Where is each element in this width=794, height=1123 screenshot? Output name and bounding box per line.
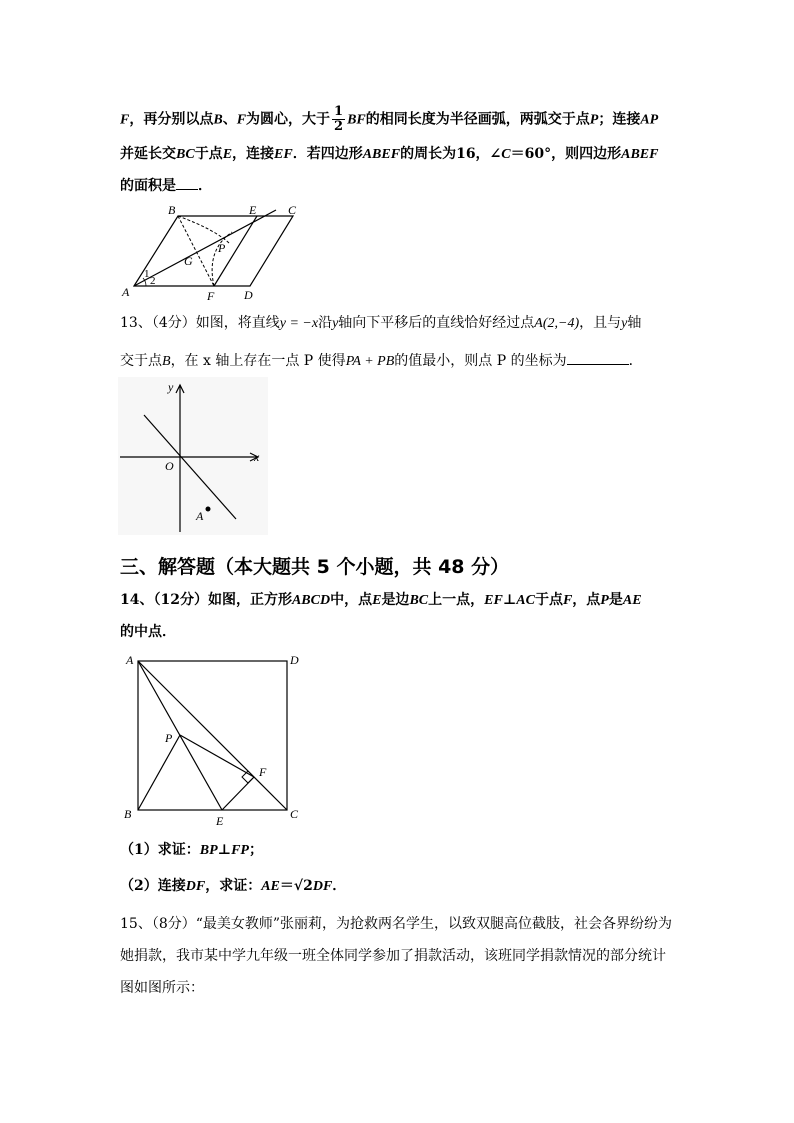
q15-line-2: 她捐款，我市某中学九年级一班全体同学参加了捐款活动，该班同学捐款情况的部分统计 bbox=[120, 948, 666, 964]
q14-text: EF bbox=[484, 593, 503, 608]
q14-text: ，点 bbox=[572, 592, 601, 608]
q12-text: BF bbox=[347, 112, 366, 128]
angle-label-2: 2 bbox=[150, 275, 156, 287]
q12-text: ；连接 bbox=[598, 111, 641, 128]
answer-blank bbox=[567, 350, 629, 365]
point-a bbox=[206, 507, 211, 512]
q12-text: ，连接 bbox=[232, 146, 275, 162]
fig-label-g: G bbox=[184, 254, 193, 268]
q14-text: （2）连接 bbox=[120, 878, 186, 894]
q14-text: AE bbox=[261, 879, 280, 894]
q14-text: FP bbox=[231, 843, 249, 858]
fig-label-a: A bbox=[126, 653, 134, 667]
axis-label-y: y bbox=[168, 380, 174, 394]
fig-label-p: P bbox=[165, 731, 173, 745]
q14-text: DF bbox=[185, 879, 206, 894]
q14-text: ABCD bbox=[291, 593, 331, 608]
fig-label-f: F bbox=[207, 289, 215, 303]
q14-square-figure bbox=[118, 650, 308, 830]
q13-line-2 bbox=[120, 350, 643, 372]
q14-text: ，求证： bbox=[205, 878, 262, 894]
q12-line-3 bbox=[120, 175, 212, 196]
q13-text: 轴 bbox=[627, 315, 642, 331]
parallelogram-abcd bbox=[134, 216, 293, 286]
q13-text: 轴向下平移后的直线恰好经过点 bbox=[338, 315, 535, 331]
q14-line-2: 的中点． bbox=[120, 624, 176, 640]
q15-line-1: 15、（8分）“最美女教师”张丽莉，为抢救两名学生，以致双腿高位截肢，社会各界纷纷为 bbox=[120, 916, 673, 932]
angle-label-1: 1 bbox=[144, 268, 150, 280]
q12-text: ． bbox=[198, 178, 212, 194]
fig-label-e: E bbox=[249, 203, 257, 217]
q13-text: y bbox=[621, 316, 628, 331]
q14-text: 上一点， bbox=[428, 592, 485, 608]
q12-text: B bbox=[213, 112, 223, 128]
q12-text: ．若四边形 bbox=[292, 146, 363, 162]
q12-text: 的相同长度为半径画弧，两弧交于点 bbox=[365, 111, 590, 128]
q14-sub-1 bbox=[120, 840, 263, 861]
fig-label-a: A bbox=[122, 285, 130, 299]
q12-text: BC bbox=[176, 147, 195, 162]
sqrt-2: √2 bbox=[293, 878, 313, 894]
q12-line-1 bbox=[120, 105, 658, 134]
q13-text: 13、（4分）如图，将直线 bbox=[120, 315, 280, 331]
q12-text: ABEF bbox=[621, 147, 659, 162]
q12-text: 、 bbox=[222, 111, 237, 128]
q12-text: ABEF bbox=[362, 147, 401, 162]
fig-label-c: C bbox=[288, 203, 297, 217]
axis-label-x: x bbox=[254, 450, 260, 464]
q12-text: 并延长交 bbox=[120, 146, 176, 162]
q12-parallelogram-figure bbox=[118, 200, 318, 304]
fig-label-d: D bbox=[290, 653, 299, 667]
fig-label-b: B bbox=[168, 203, 176, 217]
fig-label-b: B bbox=[124, 807, 132, 821]
arc-from-b bbox=[178, 216, 230, 244]
q12-text: C bbox=[501, 147, 511, 162]
q12-line-2 bbox=[120, 144, 658, 165]
q13-text: ，在 x 轴上存在一点 P 使得 bbox=[170, 353, 346, 369]
q13-point: A(2,−4) bbox=[534, 316, 580, 331]
figure-background bbox=[118, 377, 268, 535]
origin-label: O bbox=[165, 459, 174, 473]
fraction-denominator: 2 bbox=[334, 119, 344, 134]
q12-text: 的面积是 bbox=[120, 178, 176, 194]
q14-text: BP bbox=[199, 843, 218, 858]
q14-text: ． bbox=[332, 878, 347, 894]
fig-label-c: C bbox=[290, 807, 299, 821]
q14-text: E bbox=[372, 593, 382, 608]
q15-line-3: 图如图所示： bbox=[120, 980, 204, 996]
fig-label-p: P bbox=[218, 241, 226, 255]
q14-text: ⊥ bbox=[217, 842, 232, 858]
segment-bf-dashed bbox=[178, 216, 214, 286]
q13-line-1 bbox=[120, 313, 641, 334]
q14-sub-2 bbox=[120, 876, 346, 897]
q12-text: 于点 bbox=[194, 146, 223, 162]
q12-text: F bbox=[236, 112, 247, 128]
q14-text: AC bbox=[516, 593, 535, 608]
q13-text: B bbox=[162, 354, 171, 369]
q14-text: ； bbox=[248, 842, 263, 858]
q12-text: F bbox=[120, 112, 130, 128]
q14-text: （1）求证： bbox=[120, 842, 200, 858]
q12-text: EF bbox=[274, 147, 293, 162]
q12-text: ，再分别以点 bbox=[129, 111, 214, 128]
q13-text: 的值最小，则点 P 的坐标为 bbox=[394, 353, 567, 369]
segment-bp bbox=[138, 735, 180, 810]
q13-expression: PA + PB bbox=[345, 354, 395, 369]
fig-label-f: F bbox=[259, 765, 267, 779]
q14-text: 是 bbox=[608, 592, 623, 608]
q14-text: BC bbox=[409, 593, 429, 608]
q14-text: P bbox=[600, 593, 609, 608]
q12-text: AP bbox=[640, 112, 659, 128]
fraction-one-half bbox=[332, 105, 345, 134]
q13-text: ． bbox=[628, 353, 643, 369]
answer-blank bbox=[176, 175, 198, 190]
q14-text: 于点 bbox=[534, 592, 563, 608]
q14-text: ＝ bbox=[279, 878, 294, 894]
q14-text: 中，点 bbox=[330, 592, 373, 608]
point-a-label: A bbox=[196, 509, 204, 523]
q14-text: DF bbox=[312, 879, 333, 894]
q13-coordinate-figure bbox=[118, 377, 268, 535]
q13-text: ，且与 bbox=[579, 315, 622, 331]
q14-text: ⊥ bbox=[502, 592, 517, 608]
q12-text: 的周长为16，∠ bbox=[400, 146, 502, 162]
q14-text: AE bbox=[622, 593, 642, 608]
q13-text: 交于点 bbox=[120, 353, 162, 369]
q13-text: y bbox=[332, 316, 339, 331]
q12-text: 为圆心，大于 bbox=[246, 111, 331, 128]
q12-text: P bbox=[589, 112, 599, 128]
q13-text: 沿 bbox=[318, 315, 333, 331]
q12-text: E bbox=[222, 147, 233, 162]
q13-equation: y = −x bbox=[279, 316, 319, 331]
q14-text: F bbox=[562, 593, 573, 608]
q12-text: ＝60°，则四边形 bbox=[510, 146, 622, 162]
q14-text: 是边 bbox=[381, 592, 410, 608]
right-angle-mark bbox=[242, 771, 254, 783]
q14-line-1 bbox=[120, 590, 642, 611]
fig-label-d: D bbox=[244, 288, 253, 302]
fraction-numerator: 1 bbox=[334, 104, 344, 119]
fig-label-e: E bbox=[216, 814, 224, 828]
section-title: 三、解答题（本大题共 5 个小题，共 48 分） bbox=[120, 556, 510, 578]
q14-text: 14、（12分）如图，正方形 bbox=[120, 592, 292, 608]
diagonal-ac bbox=[138, 661, 287, 810]
